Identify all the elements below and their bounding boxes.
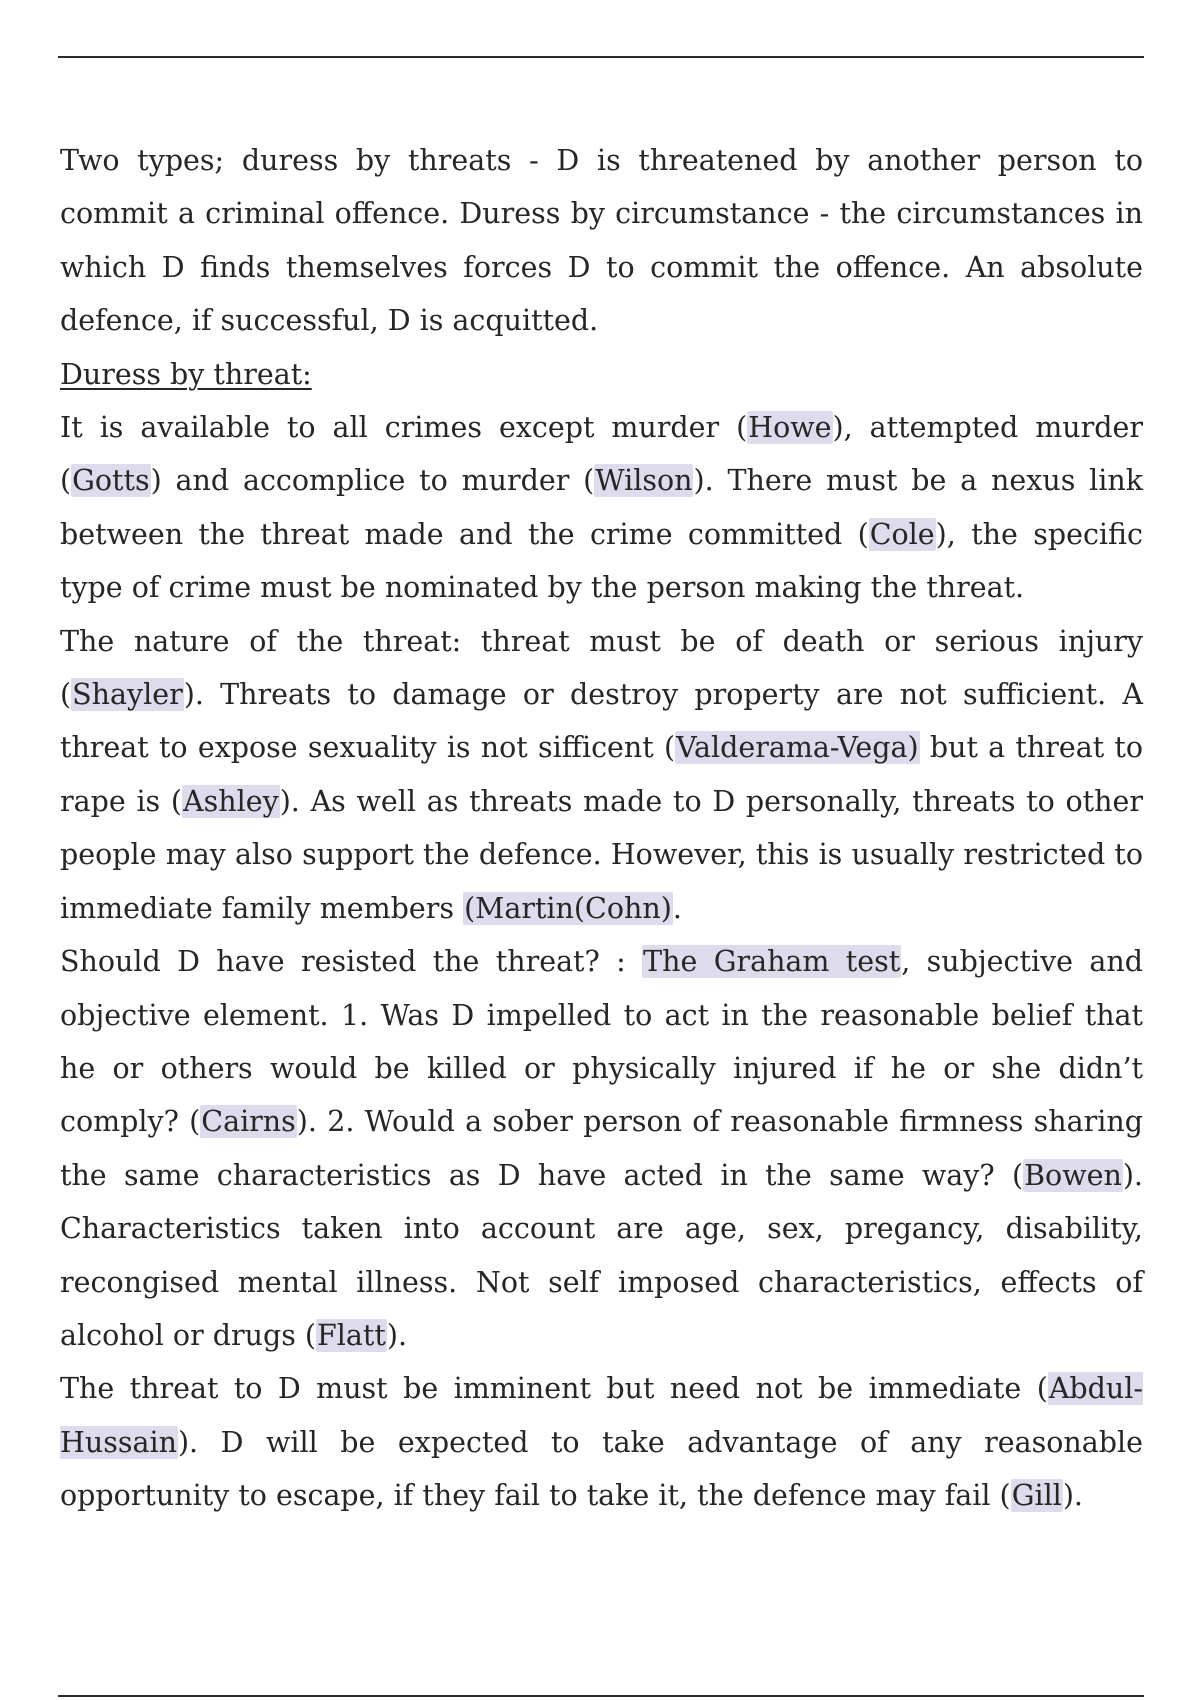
case-citation: Gill — [1011, 1479, 1062, 1513]
graham-test-paragraph: Should D have resisted the threat? : The Graham test, subjective and objective element. 1. Was D impelled to act in the reasonable belief that he or others would be killed or physically injured if he or she didn’t comply? (Cairns). 2. Would a sober person of reasonable firmness sharing the same characteristics as D have acted in the same way? (Bowen). Characteristics taken into account are age, sex, pregancy, disability, recongised mental illness. Not self imposed characteristics, effects of alcohol or drugs (Flatt). — [60, 945, 1143, 1352]
case-citation: Gotts — [72, 464, 150, 498]
case-citation: Ashley — [183, 784, 279, 818]
heading-duress-by-threat: Duress by threat: — [60, 357, 312, 391]
bottom-rule — [58, 1695, 1144, 1697]
case-citation: Abdul-Hussain — [60, 1372, 1143, 1459]
availability-paragraph: It is available to all crimes except murder (Howe), attempted murder (Gotts) and accomplice to murder (Wilson). There must be a nexus link between the threat made and the crime committed (Cole), the specific type of crime must be nominated by the person making the threat. — [60, 411, 1143, 605]
case-citation: Flatt — [317, 1318, 386, 1352]
document-body — [60, 134, 1143, 1523]
nature-of-threat-paragraph: The nature of the threat: threat must be of death or serious injury (Shayler). Threats to damage or destroy property are not sufficient. A threat to expose sexuality is not sifficent (Valderama-Vega) but a threat to rape is (Ashley). As well as threats made to D personally, threats to other people may also support the defence. However, this is usually restricted to immediate family members (Martin(Cohn). — [60, 624, 1143, 925]
intro-paragraph: Two types; duress by threats - D is threatened by another person to commit a criminal offence. Duress by circumstance - the circumstances in which D finds themselves forces D to commit the offence. An absolute defence, if successful, D is acquitted. — [60, 144, 1143, 338]
imminence-paragraph: The threat to D must be imminent but need not be immediate (Abdul-Hussain). D will be expected to take advantage of any reasonable opportunity to escape, if they fail to take it, the defence may fail (Gill). — [60, 1372, 1143, 1513]
case-citation: (Martin(Cohn) — [464, 891, 672, 925]
case-citation: Wilson — [595, 464, 693, 498]
section-heading — [60, 348, 1143, 401]
case-citation: Howe — [748, 411, 832, 445]
case-citation: The Graham test — [643, 945, 901, 979]
case-citation: Cole — [869, 517, 935, 551]
case-citation: Shayler — [72, 678, 183, 712]
case-citation: Bowen — [1024, 1158, 1122, 1192]
case-citation: Valderama-Vega) — [676, 731, 919, 765]
case-citation: Cairns — [201, 1105, 296, 1139]
top-rule — [58, 56, 1144, 58]
